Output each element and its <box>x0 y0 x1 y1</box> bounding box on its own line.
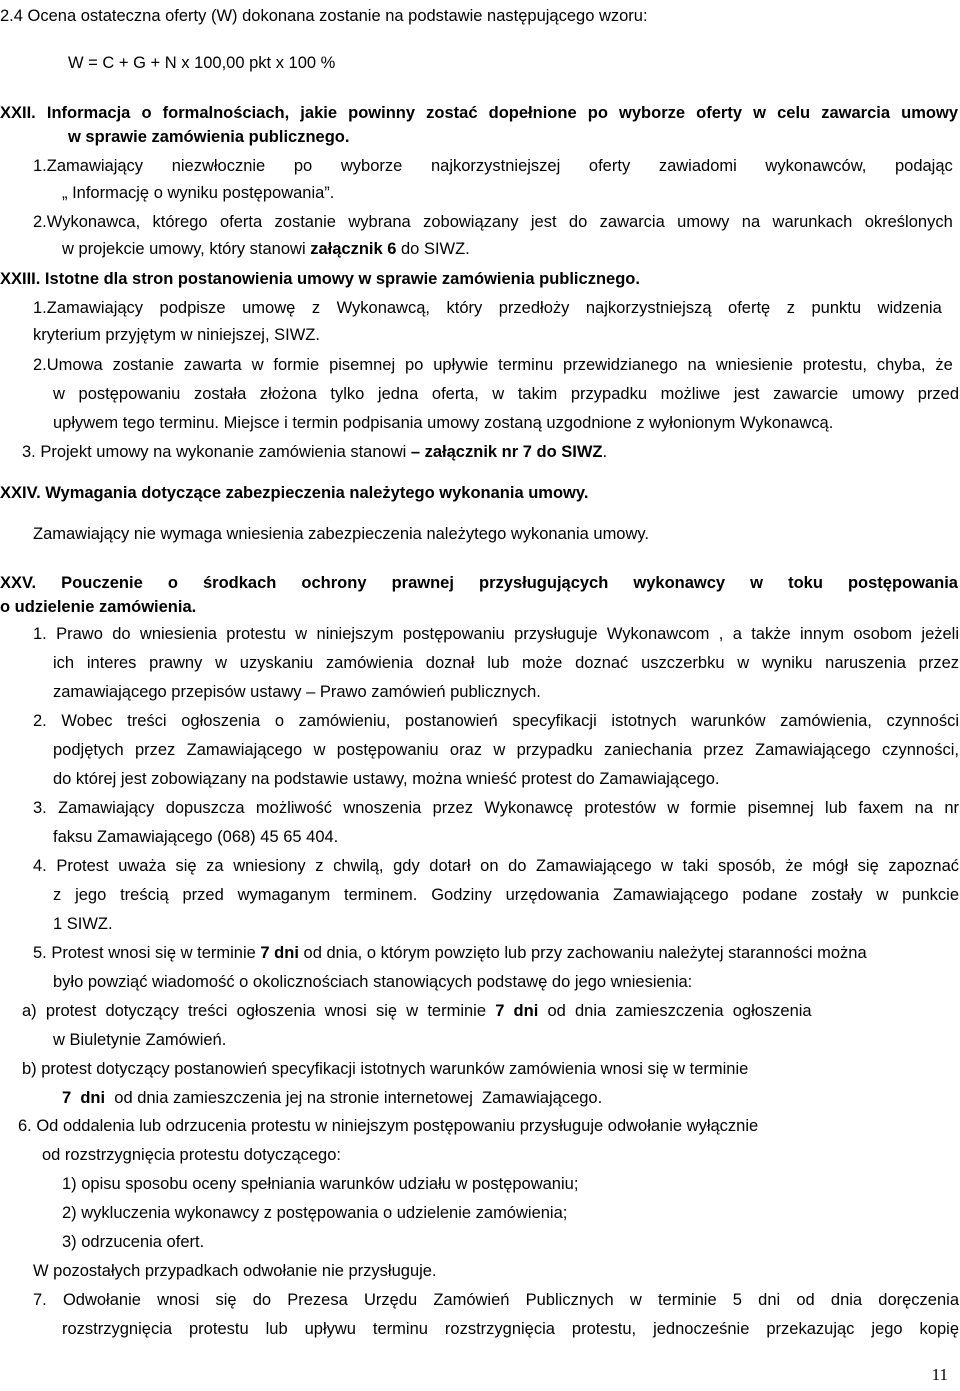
section-xxii-heading: XXII. Informacja o formalnościach, jakie powinny zostać dopełnione po wyborze oferty w celu zawarcia umowy <box>0 104 958 122</box>
xxv-item-7: 7. Odwołanie wnosi się do Prezesa Urzędu Zamówień Publicznych w terminie 5 dni od dnia doręczenia <box>33 1291 959 1309</box>
text: . <box>602 443 608 461</box>
item-number: 2. <box>33 213 47 231</box>
item-text: Wykonawca, którego oferta zostanie wybrana zobowiązany jest do zawarcia umowy na warunkach określonych <box>46 213 953 231</box>
xxv-item-5 <box>33 943 867 963</box>
xxv-item-1-cont: zamawiającego przepisów ustawy – Prawo zamówień publicznych. <box>53 683 541 701</box>
item-number: 1. <box>33 299 47 317</box>
text: od dnia zamieszczenia jej na stronie internetowej Zamawiającego. <box>105 1089 603 1107</box>
section-2-4-line: 2.4 Ocena ostateczna oferty (W) dokonana zostanie na podstawie następującego wzoru: <box>0 7 648 25</box>
xxiii-item-1-cont: kryterium przyjętym w niniejszej, SIWZ. <box>33 326 320 344</box>
xxv-item-2-cont: podjętych przez Zamawiającego w postępowaniu oraz w przypadku zaniechania przez Zamawiającego czynności, <box>53 741 959 759</box>
text: od dnia zamieszczenia ogłoszenia <box>538 1002 812 1020</box>
xxv-other-cases: W pozostałych przypadkach odwołanie nie przysługuje. <box>33 1262 437 1280</box>
page-number: 11 <box>931 1365 948 1384</box>
xxv-item-3: 3. Zamawiający dopuszcza możliwość wnoszenia przez Wykonawcę protestów w formie pisemnej lub faxem na nr <box>33 799 959 817</box>
xxv-item-4-cont: z jego treścią przed wymaganym terminem. Godziny urzędowania Zamawiającego podane zostały w punkcie <box>53 886 959 904</box>
attachment-ref: załącznik 6 <box>310 240 397 258</box>
xxiii-item-3 <box>22 442 607 462</box>
xxv-item-5a-cont: w Biuletynie Zamówień. <box>53 1031 227 1049</box>
item-text: Umowa zostanie zawarta w formie pisemnej po upływie terminu przewidzianego na wniesienie protestu, chyba, że <box>46 356 953 374</box>
section-xxii-heading-cont: w sprawie zamówienia publicznego. <box>68 128 350 146</box>
attachment-ref: – załącznik nr 7 do SIWZ <box>410 443 603 461</box>
text: do SIWZ. <box>396 240 470 258</box>
xxii-item-2-cont <box>62 239 470 259</box>
xxv-item-6-sub-1: 1) opisu sposobu oceny spełniania warunków udziału w postępowaniu; <box>62 1175 579 1193</box>
xxv-item-5a <box>22 1001 812 1021</box>
xxii-item-2 <box>33 212 959 232</box>
section-xxiv-body: Zamawiający nie wymaga wniesienia zabezpieczenia należytego wykonania umowy. <box>33 525 650 543</box>
scoring-formula: W = C + G + N x 100,00 pkt x 100 % <box>68 54 336 72</box>
text: 3. Projekt umowy na wykonanie zamówienia stanowi <box>22 443 411 461</box>
text: 5. Protest wnosi się w terminie <box>33 944 261 962</box>
xxv-item-5-cont: było powziąć wiadomość o okolicznościach stanowiących podstawę do jego wniesienia: <box>53 973 693 991</box>
xxii-item-1 <box>33 156 959 176</box>
xxv-item-6-sub-3: 3) odrzucenia ofert. <box>62 1233 205 1251</box>
xxv-item-7-cont: rozstrzygnięcia protestu lub upływu terminu rozstrzygnięcia protestu, jednocześnie przekazując jego kopię <box>62 1320 959 1338</box>
section-xxiv-heading: XXIV. Wymagania dotyczące zabezpieczenia należytego wykonania umowy. <box>0 484 589 502</box>
xxv-item-5b: b) protest dotyczący postanowień specyfikacji istotnych warunków zamówienia wnosi się w terminie <box>22 1060 749 1078</box>
xxii-item-1-cont: „ Informację o wyniku postępowania”. <box>62 184 335 202</box>
item-number: 2. <box>33 356 47 374</box>
xxv-item-6: 6. Od oddalenia lub odrzucenia protestu w niniejszym postępowaniu przysługuje odwołanie wyłącznie <box>18 1117 759 1135</box>
xxv-item-3-cont: faksu Zamawiającego (068) 45 65 404. <box>53 828 339 846</box>
section-xxiii-heading: XXIII. Istotne dla stron postanowienia umowy w sprawie zamówienia publicznego. <box>0 270 640 288</box>
section-xxv-heading: XXV. Pouczenie o środkach ochrony prawnej przysługujących wykonawcy w toku postępowania <box>0 574 958 592</box>
xxiii-item-2 <box>33 355 959 375</box>
xxv-item-1: 1. Prawo do wniesienia protestu w niniejszym postępowaniu przysługuje Wykonawcom , a także innym osobom jeżeli <box>33 625 959 643</box>
text: a) protest dotyczący treści ogłoszenia wnosi się w terminie <box>22 1002 496 1020</box>
xxv-item-4: 4. Protest uważa się za wniesiony z chwilą, gdy dotarł on do Zamawiającego w taki sposób, że mógł się zapoznać <box>33 857 959 875</box>
section-xxv-heading-cont: o udzielenie zamówienia. <box>0 598 197 616</box>
deadline: 7 dni <box>62 1089 106 1107</box>
xxv-item-6-cont: od rozstrzygnięcia protestu dotyczącego: <box>42 1146 341 1164</box>
xxv-item-6-sub-2: 2) wykluczenia wykonawcy z postępowania o udzielenie zamówienia; <box>62 1204 568 1222</box>
xxv-item-2: 2. Wobec treści ogłoszenia o zamówieniu, postanowień specyfikacji istotnych warunków zamówienia, czynności <box>33 712 959 730</box>
item-text: Zamawiający podpisze umowę z Wykonawcą, który przedłoży najkorzystniejszą ofertę z punktu widzenia <box>46 299 942 317</box>
xxv-item-2-cont: do której jest zobowiązany na podstawie ustawy, można wnieść protest do Zamawiającego. <box>53 770 720 788</box>
xxv-item-4-cont: 1 SIWZ. <box>53 915 113 933</box>
item-number: 1. <box>33 157 47 175</box>
text: w projekcie umowy, który stanowi <box>62 240 311 258</box>
xxv-item-5b-cont <box>62 1088 602 1108</box>
deadline: 7 dni <box>495 1002 539 1020</box>
xxiii-item-2-cont: w postępowaniu została złożona tylko jedna oferta, w takim przypadku możliwe jest zawarcie umowy przed <box>53 385 959 403</box>
text: od dnia, o którym powzięto lub przy zachowaniu należytej staranności można <box>298 944 867 962</box>
deadline: 7 dni <box>260 944 299 962</box>
xxiii-item-1 <box>33 298 948 318</box>
item-text: Zamawiający niezwłocznie po wyborze najkorzystniejszej oferty zawiadomi wykonawców, podając <box>46 157 953 175</box>
xxiii-item-2-cont: upływem tego terminu. Miejsce i termin podpisania umowy zostaną uzgodnione z wyłonionym Wykonawcą. <box>53 414 834 432</box>
xxv-item-1-cont: ich interes prawny w uzyskaniu zamówienia doznał lub może doznać uszczerbku w wyniku naruszenia przez <box>53 654 959 672</box>
